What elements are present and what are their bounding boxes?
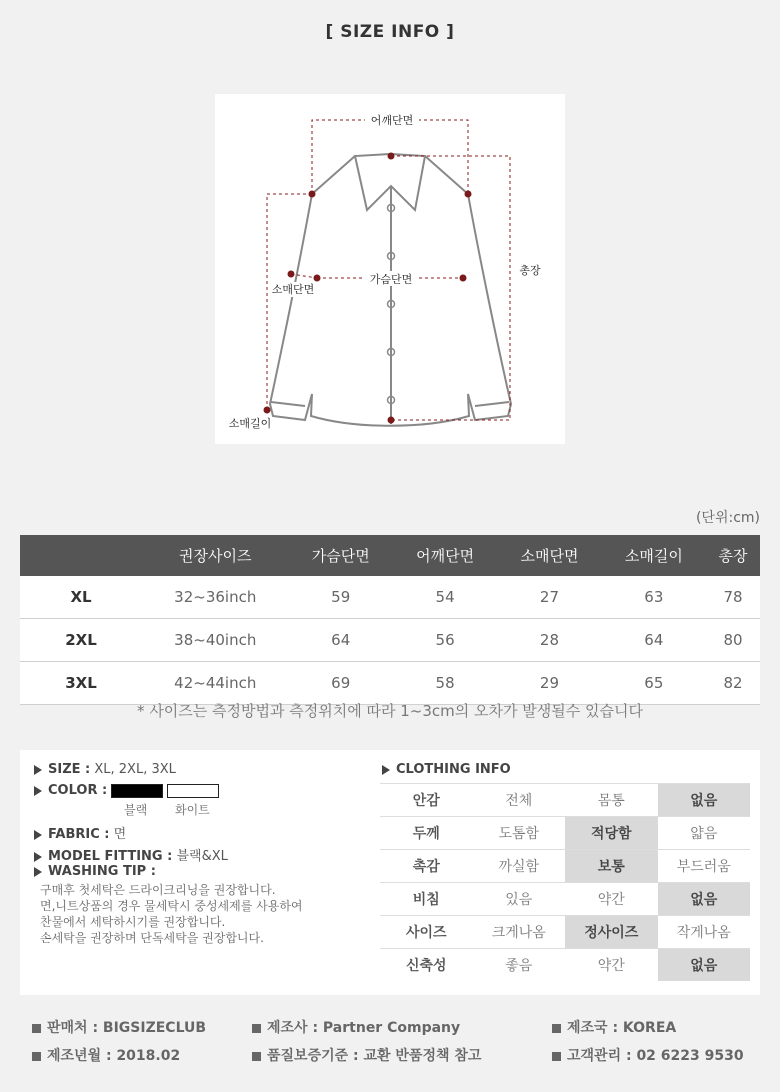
header-cell: 권장사이즈 bbox=[142, 535, 289, 576]
unit-label: (단위:cm) bbox=[695, 510, 760, 526]
bullet-icon bbox=[552, 1052, 561, 1061]
table-row bbox=[20, 576, 760, 619]
color-swatch-black bbox=[111, 784, 163, 798]
header-cell: 가슴단면 bbox=[289, 535, 393, 576]
table-row bbox=[20, 619, 760, 662]
clothing-option: 도톰함 bbox=[473, 817, 566, 850]
sleeve-length-label: 소매길이 bbox=[228, 417, 272, 430]
color-label: COLOR : bbox=[48, 783, 108, 798]
header-cell: 어깨단면 bbox=[393, 535, 497, 576]
size-table bbox=[20, 535, 760, 705]
model-value: 블랙&XL bbox=[176, 849, 228, 864]
arrow-icon bbox=[34, 852, 42, 862]
table-cell: 65 bbox=[602, 662, 706, 705]
color-swatch-white bbox=[167, 784, 219, 798]
total-length-label: 총장 bbox=[519, 264, 541, 277]
clothing-info-label: CLOTHING INFO bbox=[396, 762, 511, 777]
country-text: 제조국 : KOREA bbox=[567, 1020, 677, 1036]
arrow-icon bbox=[34, 830, 42, 840]
footer-country bbox=[552, 1017, 676, 1037]
header-cell: 소매단면 bbox=[497, 535, 601, 576]
table-cell: 82 bbox=[706, 662, 760, 705]
clothing-option: 전체 bbox=[473, 784, 566, 817]
table-cell: 78 bbox=[706, 576, 760, 619]
color-name-black: 블랙 bbox=[124, 803, 148, 817]
clothing-option: 있음 bbox=[473, 883, 566, 916]
clothing-option: 까실함 bbox=[473, 850, 566, 883]
bullet-icon bbox=[252, 1024, 261, 1033]
table-cell: 29 bbox=[497, 662, 601, 705]
table-cell: 54 bbox=[393, 576, 497, 619]
clothing-row bbox=[380, 784, 750, 817]
table-cell: 32~36inch bbox=[142, 576, 289, 619]
table-row bbox=[20, 662, 760, 705]
arrow-icon bbox=[34, 867, 42, 877]
bullet-icon bbox=[252, 1052, 261, 1061]
arrow-icon bbox=[34, 786, 42, 796]
model-label: MODEL FITTING : bbox=[48, 849, 173, 864]
washing-tip-line: 면,니트상품의 경우 물세탁시 중성세제를 사용하여 bbox=[40, 899, 303, 913]
clothing-option-selected: 적당함 bbox=[565, 817, 658, 850]
clothing-info-table bbox=[380, 783, 750, 981]
clothing-option-selected: 보통 bbox=[565, 850, 658, 883]
washing-tip-line: 구매후 첫세탁은 드라이크리닝을 권장합니다. bbox=[40, 883, 276, 897]
washing-tip-line: 찬물에서 세탁하시기를 권장합니다. bbox=[40, 915, 226, 929]
table-cell: 28 bbox=[497, 619, 601, 662]
bullet-icon bbox=[32, 1052, 41, 1061]
shirt-diagram bbox=[215, 94, 565, 444]
clothing-row bbox=[380, 817, 750, 850]
size-cell: 2XL bbox=[20, 619, 142, 662]
clothing-row-label: 비침 bbox=[380, 883, 473, 916]
clothing-option: 좋음 bbox=[473, 949, 566, 982]
footer-maker bbox=[252, 1017, 460, 1037]
arrow-icon bbox=[382, 765, 390, 775]
product-info-panel bbox=[20, 750, 760, 995]
clothing-row-label: 사이즈 bbox=[380, 916, 473, 949]
size-label: SIZE : bbox=[48, 762, 91, 777]
clothing-option: 몸통 bbox=[565, 784, 658, 817]
sleeve-width-label: 소매단면 bbox=[271, 283, 315, 296]
clothing-option: 크게나옴 bbox=[473, 916, 566, 949]
table-cell: 56 bbox=[393, 619, 497, 662]
size-table-header bbox=[20, 535, 760, 576]
washing-label: WASHING TIP : bbox=[48, 864, 156, 879]
date-text: 제조년월 : 2018.02 bbox=[47, 1048, 181, 1064]
clothing-option-selected: 없음 bbox=[658, 784, 751, 817]
footer-seller bbox=[32, 1017, 206, 1037]
footer-warranty bbox=[252, 1045, 481, 1065]
clothing-row-label: 두께 bbox=[380, 817, 473, 850]
table-cell: 80 bbox=[706, 619, 760, 662]
fabric-info-row bbox=[34, 823, 126, 842]
bullet-icon bbox=[552, 1024, 561, 1033]
clothing-row bbox=[380, 916, 750, 949]
clothing-option: 작게나옴 bbox=[658, 916, 751, 949]
header-cell: 소매길이 bbox=[602, 535, 706, 576]
table-cell: 38~40inch bbox=[142, 619, 289, 662]
table-cell: 64 bbox=[289, 619, 393, 662]
service-text: 고객관리 : 02 6223 9530 bbox=[567, 1048, 744, 1064]
washing-info-row bbox=[34, 864, 156, 879]
shirt-illustration bbox=[215, 94, 565, 444]
washing-tip-line: 손세탁을 권장하며 단독세탁을 권장합니다. bbox=[40, 931, 264, 945]
clothing-option: 약간 bbox=[565, 949, 658, 982]
color-info-row bbox=[34, 783, 223, 798]
footer-date bbox=[32, 1045, 180, 1065]
clothing-row-label: 촉감 bbox=[380, 850, 473, 883]
bullet-icon bbox=[32, 1024, 41, 1033]
clothing-option-selected: 없음 bbox=[658, 949, 751, 982]
table-cell: 64 bbox=[602, 619, 706, 662]
header-cell: 총장 bbox=[706, 535, 760, 576]
size-cell: 3XL bbox=[20, 662, 142, 705]
size-cell: XL bbox=[20, 576, 142, 619]
shoulder-label: 어깨단면 bbox=[370, 114, 414, 127]
seller-text: 판매처 : BIGSIZECLUB bbox=[47, 1020, 207, 1036]
clothing-option: 부드러움 bbox=[658, 850, 751, 883]
page-title: [ SIZE INFO ] bbox=[325, 22, 455, 42]
table-cell: 42~44inch bbox=[142, 662, 289, 705]
clothing-row bbox=[380, 949, 750, 982]
maker-text: 제조사 : Partner Company bbox=[267, 1020, 461, 1036]
size-info-row bbox=[34, 762, 176, 777]
clothing-row-label: 안감 bbox=[380, 784, 473, 817]
table-cell: 27 bbox=[497, 576, 601, 619]
model-info-row bbox=[34, 845, 228, 864]
clothing-info-title bbox=[382, 762, 511, 777]
fabric-label: FABRIC : bbox=[48, 827, 110, 842]
clothing-option-selected: 정사이즈 bbox=[565, 916, 658, 949]
clothing-row bbox=[380, 850, 750, 883]
color-name-white: 화이트 bbox=[175, 803, 210, 817]
fabric-value: 면 bbox=[113, 827, 127, 842]
table-cell: 58 bbox=[393, 662, 497, 705]
table-cell: 59 bbox=[289, 576, 393, 619]
clothing-row bbox=[380, 883, 750, 916]
clothing-option: 약간 bbox=[565, 883, 658, 916]
clothing-option-selected: 없음 bbox=[658, 883, 751, 916]
header-cell bbox=[20, 535, 142, 576]
size-value: XL, 2XL, 3XL bbox=[94, 762, 176, 777]
arrow-icon bbox=[34, 765, 42, 775]
size-note: * 사이즈는 측정방법과 측정위치에 따라 1~3cm의 오차가 발생될수 있습니다 bbox=[137, 702, 643, 720]
table-cell: 69 bbox=[289, 662, 393, 705]
table-cell: 63 bbox=[602, 576, 706, 619]
clothing-option: 얇음 bbox=[658, 817, 751, 850]
footer-service bbox=[552, 1045, 744, 1065]
warranty-text: 품질보증기준 : 교환 반품정책 참고 bbox=[267, 1048, 482, 1064]
chest-label: 가슴단면 bbox=[369, 273, 413, 286]
clothing-row-label: 신축성 bbox=[380, 949, 473, 982]
